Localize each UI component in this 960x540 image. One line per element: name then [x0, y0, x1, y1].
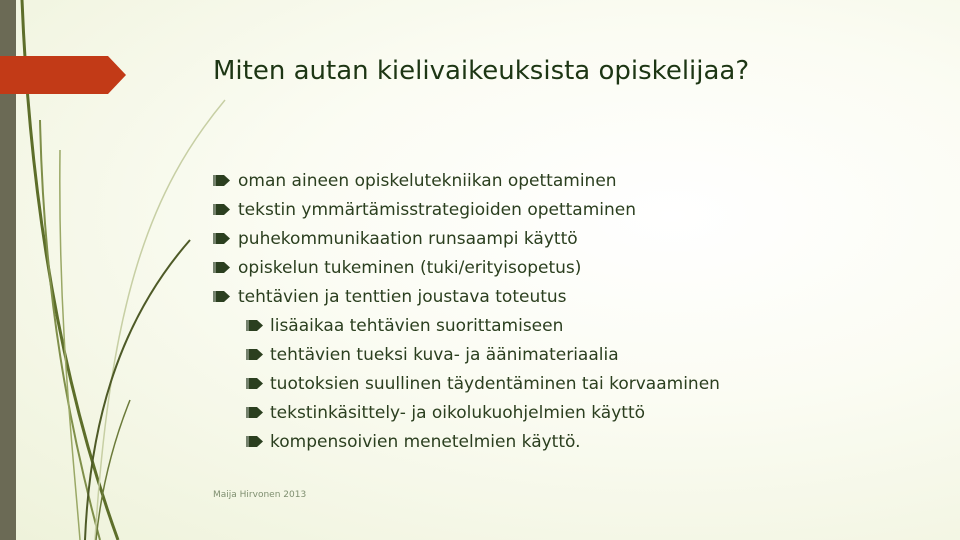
- bullet-text: tehtävien tueksi kuva- ja äänimateriaalia: [270, 344, 619, 365]
- pencil-arrow-icon: [246, 407, 263, 418]
- bullet-text: kompensoivien menetelmien käyttö.: [270, 431, 581, 452]
- bullet-text: puhekommunikaation runsaampi käyttö: [238, 228, 578, 249]
- bullet-text: tehtävien ja tenttien joustava toteutus: [238, 286, 567, 307]
- pencil-arrow-icon: [246, 436, 263, 447]
- bullet-item: [213, 311, 933, 340]
- bullet-item: [213, 195, 933, 224]
- bullet-text: oman aineen opiskelutekniikan opettaminen: [238, 170, 617, 191]
- bullet-item: [213, 398, 933, 427]
- pencil-arrow-icon: [246, 349, 263, 360]
- bullet-list: [213, 166, 933, 456]
- title-accent-arrow: [0, 56, 126, 94]
- pencil-arrow-icon: [213, 291, 230, 302]
- bullet-item: [213, 427, 933, 456]
- bullet-text: tekstin ymmärtämisstrategioiden opettaminen: [238, 199, 637, 220]
- pencil-arrow-icon: [246, 320, 263, 331]
- bullet-item: [213, 340, 933, 369]
- pencil-arrow-icon: [246, 378, 263, 389]
- pencil-arrow-icon: [213, 262, 230, 273]
- bullet-text: tekstinkäsittely- ja oikolukuohjelmien käyttö: [270, 402, 646, 423]
- bullet-item: [213, 166, 933, 195]
- bullet-item: [213, 282, 933, 311]
- pencil-arrow-icon: [213, 204, 230, 215]
- bullet-text: opiskelun tukeminen (tuki/erityisopetus): [238, 257, 582, 278]
- bullet-item: [213, 224, 933, 253]
- bullet-item: [213, 369, 933, 398]
- pencil-arrow-icon: [213, 233, 230, 244]
- bullet-item: [213, 253, 933, 282]
- pencil-arrow-icon: [213, 175, 230, 186]
- bullet-text: lisäaikaa tehtävien suorittamiseen: [270, 315, 564, 336]
- bullet-text: tuotoksien suullinen täydentäminen tai korvaaminen: [270, 373, 720, 394]
- slide-title: Miten autan kielivaikeuksista opiskelijaa?: [213, 56, 750, 86]
- footer-author: Maija Hirvonen 2013: [213, 490, 307, 500]
